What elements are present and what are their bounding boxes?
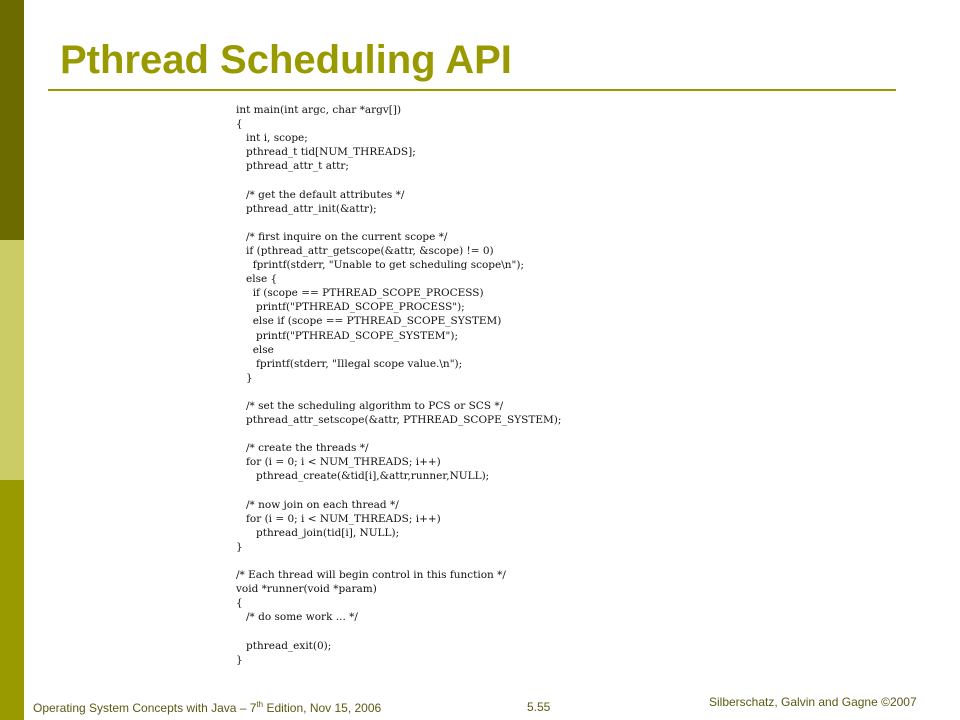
code-line: else (236, 343, 274, 356)
code-line: int i, scope; (236, 132, 308, 145)
code-line: if (pthread_attr_getscope(&attr, &scope) != 0) (236, 244, 494, 257)
code-line: /* get the default attributes */ (236, 188, 405, 201)
code-line: pthread_t tid[NUM_THREADS]; (236, 146, 416, 159)
code-line: fprintf(stderr, "Illegal scope value.\n"); (236, 357, 463, 370)
code-line: /* create the threads */ (236, 442, 369, 455)
code-line: { (236, 597, 243, 610)
footer-edition-sup: th (256, 700, 264, 709)
code-line: for (i = 0; i < NUM_THREADS; i++) (236, 456, 441, 469)
code-line: } (236, 371, 253, 384)
code-line: void *runner(void *param) (236, 583, 377, 596)
code-line: /* now join on each thread */ (236, 498, 399, 511)
code-line: /* set the scheduling algorithm to PCS or SCS */ (236, 399, 504, 412)
footer-book-title (33, 700, 381, 715)
footer-authors: Silberschatz, Galvin and Gagne ©2007 (709, 695, 917, 709)
code-line (236, 624, 561, 638)
code-line: pthread_create(&tid[i],&attr,runner,NULL); (236, 470, 490, 483)
code-line: else { (236, 273, 278, 286)
footer-page-number: 5.55 (527, 700, 551, 714)
left-bar-olive (0, 480, 24, 720)
code-line: pthread_attr_setscope(&attr, PTHREAD_SCOPE_SYSTEM); (236, 414, 562, 427)
code-line (236, 484, 561, 498)
code-line: fprintf(stderr, "Unable to get scheduling scope\n"); (236, 259, 525, 272)
code-line: } (236, 653, 243, 666)
code-line: /* first inquire on the current scope */ (236, 230, 448, 243)
code-line: pthread_exit(0); (236, 639, 332, 652)
code-line: pthread_join(tid[i], NULL); (236, 526, 400, 539)
code-line: printf("PTHREAD_SCOPE_PROCESS"); (236, 301, 465, 314)
left-bar-light (0, 240, 24, 480)
code-listing (236, 103, 561, 667)
code-line: /* Each thread will begin control in this function */ (236, 569, 506, 582)
title-underline (48, 89, 896, 91)
left-bar-dark (0, 0, 24, 240)
code-line (236, 427, 561, 441)
code-line (236, 173, 561, 187)
code-line (236, 385, 561, 399)
footer-book-title-prefix: Operating System Concepts with Java – 7 (33, 701, 257, 715)
slide-title: Pthread Scheduling API (60, 38, 512, 82)
code-line: else if (scope == PTHREAD_SCOPE_SYSTEM) (236, 315, 502, 328)
code-line: int main(int argc, char *argv[]) (236, 104, 402, 116)
code-line: /* do some work ... */ (236, 611, 358, 624)
footer-book-title-suffix: Edition, Nov 15, 2006 (263, 701, 382, 715)
code-line: pthread_attr_init(&attr); (236, 202, 377, 215)
code-line (236, 216, 561, 230)
code-line: pthread_attr_t attr; (236, 160, 349, 173)
code-line: for (i = 0; i < NUM_THREADS; i++) (236, 512, 441, 525)
code-line: } (236, 540, 243, 553)
code-line: { (236, 118, 243, 131)
code-line: if (scope == PTHREAD_SCOPE_PROCESS) (236, 287, 484, 300)
code-line (236, 554, 561, 568)
code-line: printf("PTHREAD_SCOPE_SYSTEM"); (236, 329, 458, 342)
